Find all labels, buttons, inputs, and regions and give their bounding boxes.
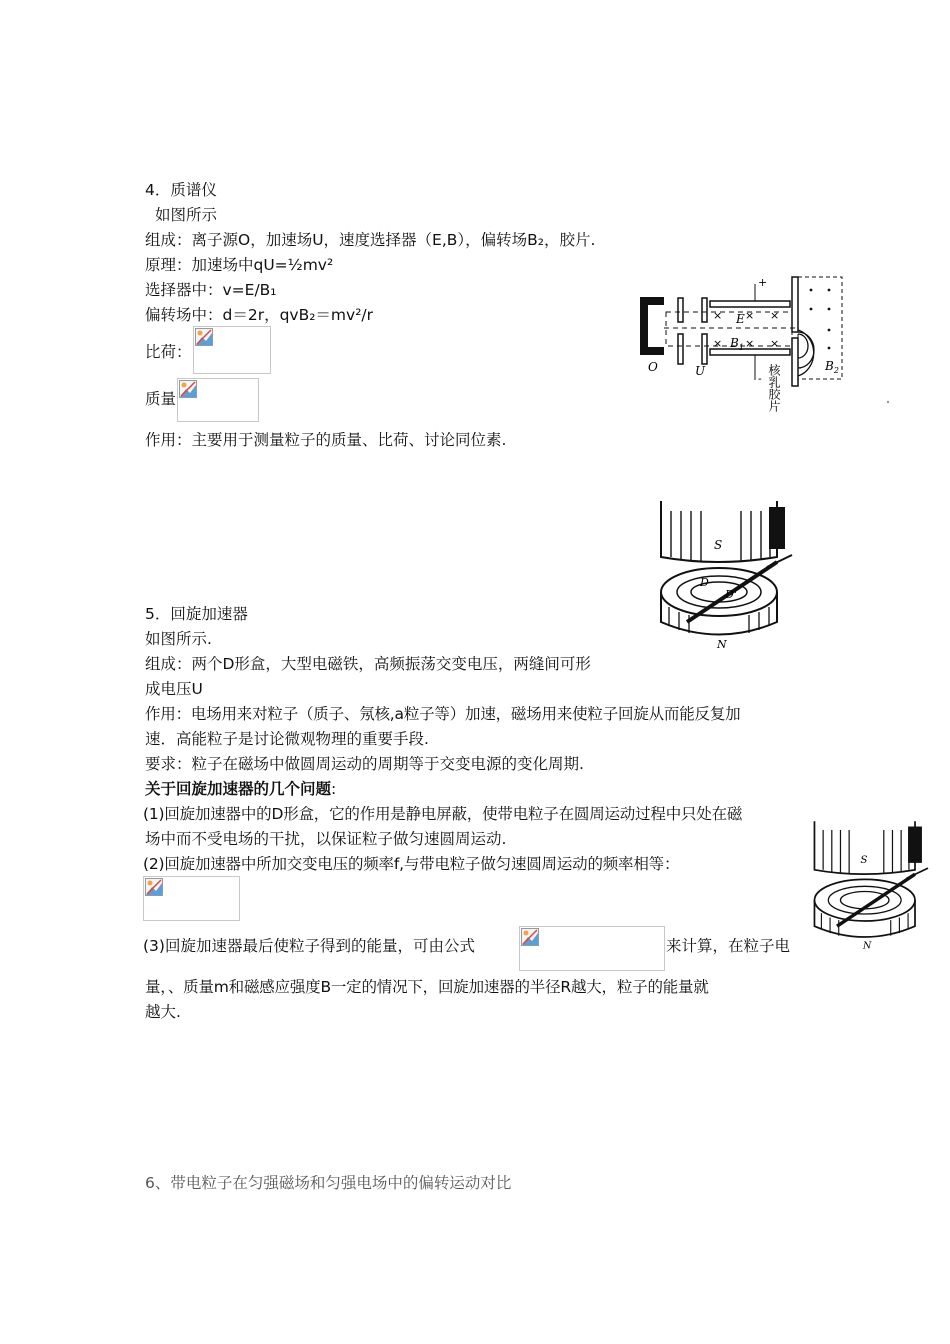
label-O: O (648, 360, 658, 374)
accelerator-plate (678, 298, 683, 322)
ion-source-shape (640, 297, 664, 355)
mass-label: 质量 (145, 390, 177, 408)
section4-principle: 原理：加速场中qU=½mv² (145, 256, 334, 274)
deflection-region (798, 277, 842, 379)
question-1-line-1: (1)回旋加速器中的D形盒，它的作用是静电屏蔽，使带电粒子在圆周运动过程中只处在磁 (143, 805, 743, 823)
section4-intro: 如图所示 (155, 206, 218, 224)
section5-usage-2: 速．高能粒子是讨论微观物理的重要手段. (145, 730, 429, 748)
accelerator-plate (702, 334, 707, 364)
mass-spectrometer-figure (630, 272, 892, 414)
cross-mark: × (745, 337, 755, 350)
mass-formula-image (177, 378, 259, 422)
section5-intro: 如图所示. (145, 630, 212, 648)
section5-usage-1: 作用：电场用来对粒子（质子、氖核,a粒子等）加速，磁场用来使粒子回旋从而能反复加 (145, 705, 741, 723)
detector-plate (792, 277, 798, 332)
energy-formula-image (519, 926, 665, 971)
broken-image-icon (179, 380, 197, 398)
question-2: (2)回旋加速器中所加交变电压的频率f,与带电粒子做匀速圆周运动的频率相等： (143, 855, 680, 873)
section5-requirement: 要求：粒子在磁场中做圆周运动的周期等于交变电源的变化周期. (145, 755, 584, 773)
label-N: N (717, 638, 727, 651)
label-D2: D' (725, 588, 737, 601)
charge-ratio-formula-image (193, 326, 271, 374)
accelerator-plate (702, 298, 707, 322)
question-1-line-2: 场中而不受电场的干扰，以保证粒子做匀速圆周运动. (145, 830, 507, 848)
cyclotron-figure-2 (811, 810, 941, 960)
section4-title: 4．质谱仪 (145, 181, 217, 199)
cross-mark: × (745, 309, 755, 322)
section4-selector: 选择器中：v=E/B₁ (145, 281, 277, 299)
minus-sign: - (758, 372, 762, 385)
section5-composition-2: 成电压U (145, 680, 203, 698)
question-3-line-3: 越大. (145, 1003, 181, 1021)
section5-title: 5．回旋加速器 (145, 605, 248, 623)
label-N: N (863, 940, 872, 952)
question-3-part-b: 来计算，在粒子电 (666, 937, 791, 955)
broken-image-icon (195, 328, 213, 346)
cross-mark: × (770, 337, 780, 350)
detector-plate (792, 338, 798, 386)
cross-mark: × (770, 309, 780, 322)
cross-mark: × (713, 337, 723, 350)
questions-colon: : (331, 780, 337, 798)
section4-deflection: 偏转场中：d＝2r，qvB₂＝mv²/r (145, 306, 374, 324)
section4-usage: 作用：主要用于测量粒子的质量、比荷、讨论同位素. (145, 431, 507, 449)
questions-heading: 关于回旋加速器的几个问题 (145, 780, 332, 798)
label-S: S (860, 853, 868, 866)
film-label: 核乳胶片 (767, 364, 781, 412)
broken-image-icon (145, 878, 163, 896)
plus-sign: + (758, 276, 768, 289)
selector-plate-top (710, 301, 790, 307)
cross-mark: × (713, 309, 723, 322)
accelerator-plate (678, 334, 683, 364)
question-3-part-a: (3)回旋加速器最后使粒子得到的能量，可由公式 (143, 937, 475, 955)
frequency-formula-image (143, 876, 240, 921)
label-S: S (714, 538, 723, 552)
label-E: E (736, 312, 745, 326)
questions-heading-line (145, 778, 336, 800)
cyclotron-figure (657, 497, 807, 652)
section5-composition-1: 组成：两个D形盒，大型电磁铁，高频振荡交变电压，两缝间可形 (145, 655, 591, 673)
question-3-line-2: 量，、质量m和磁感应强度B一定的情况下，回旋加速器的半径R越大，粒子的能量就 (145, 978, 709, 996)
broken-image-icon (521, 928, 539, 946)
label-U: U (695, 364, 706, 378)
section4-composition: 组成：离子源O，加速场U，速度选择器（E,B），偏转场B₂，胶片. (145, 231, 596, 249)
section6-title: 6、带电粒子在匀强磁场和匀强电场中的偏转运动对比 (145, 1174, 512, 1192)
charge-ratio-label: 比荷： (145, 343, 192, 361)
label-B1: $B_1$ (730, 336, 744, 352)
label-B2: $B_2$ (825, 359, 839, 375)
label-D1: D (700, 576, 709, 589)
